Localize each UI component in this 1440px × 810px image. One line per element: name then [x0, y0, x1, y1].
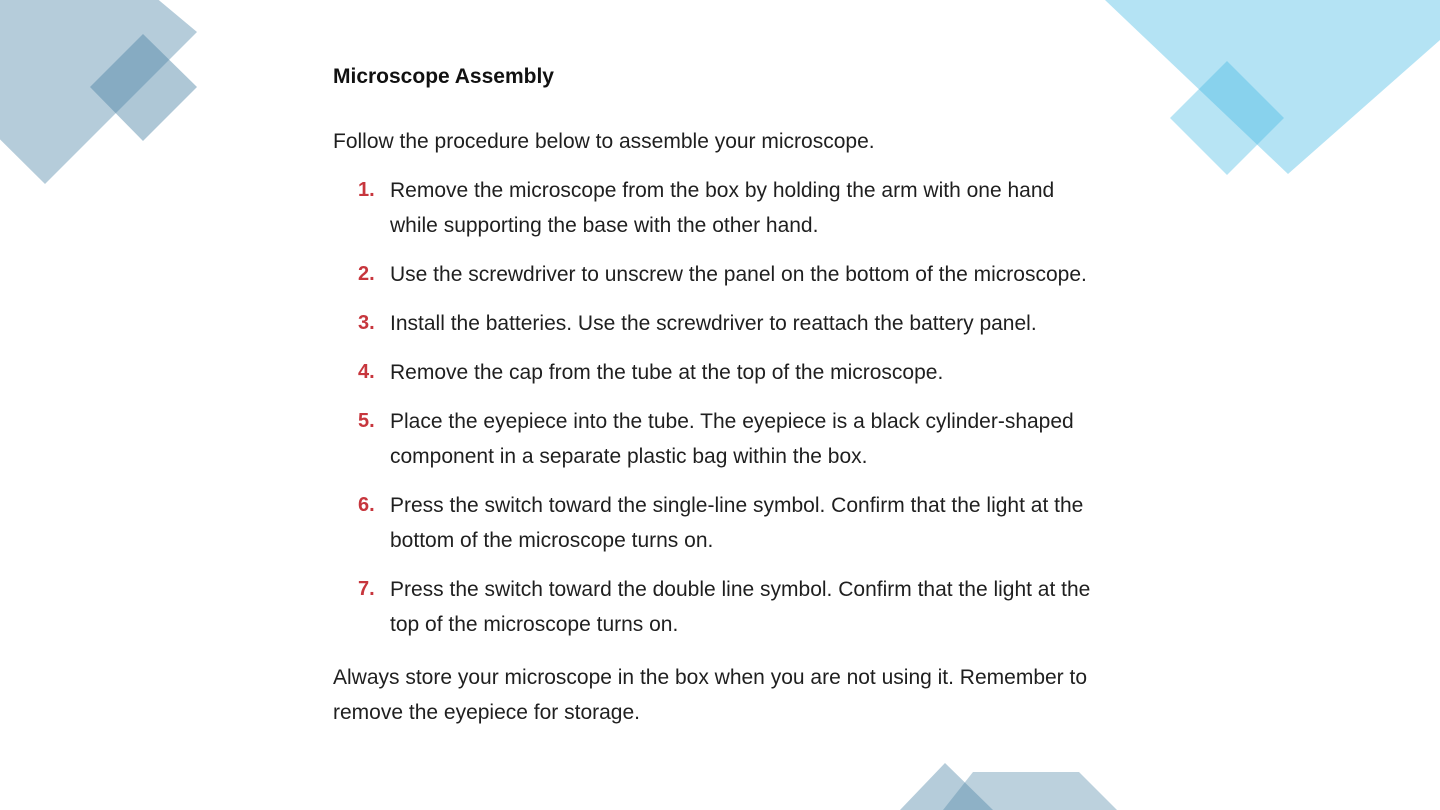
intro-text: Follow the procedure below to assemble your microscope. — [333, 130, 875, 153]
step-item-6 — [333, 488, 1103, 558]
bottom-decor-left-shape — [900, 763, 993, 810]
bottom-decor-right-shape — [943, 772, 1117, 810]
step-text: Install the batteries. Use the screwdriver to reattach the battery panel. — [390, 312, 1037, 335]
top-right-decor — [1105, 0, 1440, 175]
top-right-small-diamond — [1170, 61, 1284, 175]
step-text: Remove the cap from the tube at the top of the microscope. — [390, 361, 944, 384]
step-item-7 — [333, 572, 1103, 642]
step-item-1 — [333, 173, 1103, 243]
top-right-large-diamond — [1105, 0, 1440, 174]
step-text: Place the eyepiece into the tube. The eyepiece is a black cylinder-shaped component in a separate plastic bag within the box. — [390, 410, 1074, 468]
closing-text: Always store your microscope in the box when you are not using it. Remember to remove the eyepiece for storage. — [333, 666, 1088, 724]
step-number: 6. — [358, 494, 375, 516]
step-number: 7. — [358, 578, 375, 600]
step-text: Remove the microscope from the box by holding the arm with one hand while supporting the base with the other hand. — [390, 179, 1055, 237]
step-item-4 — [333, 355, 1103, 390]
document-content — [333, 62, 1103, 730]
step-number: 5. — [358, 410, 375, 432]
step-text: Press the switch toward the double line symbol. Confirm that the light at the top of the microscope turns on. — [390, 578, 1091, 636]
step-number: 3. — [358, 312, 375, 334]
step-number: 1. — [358, 179, 375, 201]
step-text: Press the switch toward the single-line symbol. Confirm that the light at the bottom of the microscope turns on. — [390, 494, 1084, 552]
step-item-3 — [333, 306, 1103, 341]
top-left-decor — [0, 0, 197, 184]
step-number: 4. — [358, 361, 375, 383]
assembly-steps-list — [333, 173, 1103, 642]
page-title: Microscope Assembly — [333, 65, 554, 88]
step-text: Use the screwdriver to unscrew the panel on the bottom of the microscope. — [390, 263, 1087, 286]
step-number: 2. — [358, 263, 375, 285]
step-item-2 — [333, 257, 1103, 292]
step-item-5 — [333, 404, 1103, 474]
top-left-small-diamond — [90, 34, 197, 141]
top-left-large-diamond — [0, 0, 197, 184]
bottom-right-decor — [900, 763, 1117, 810]
